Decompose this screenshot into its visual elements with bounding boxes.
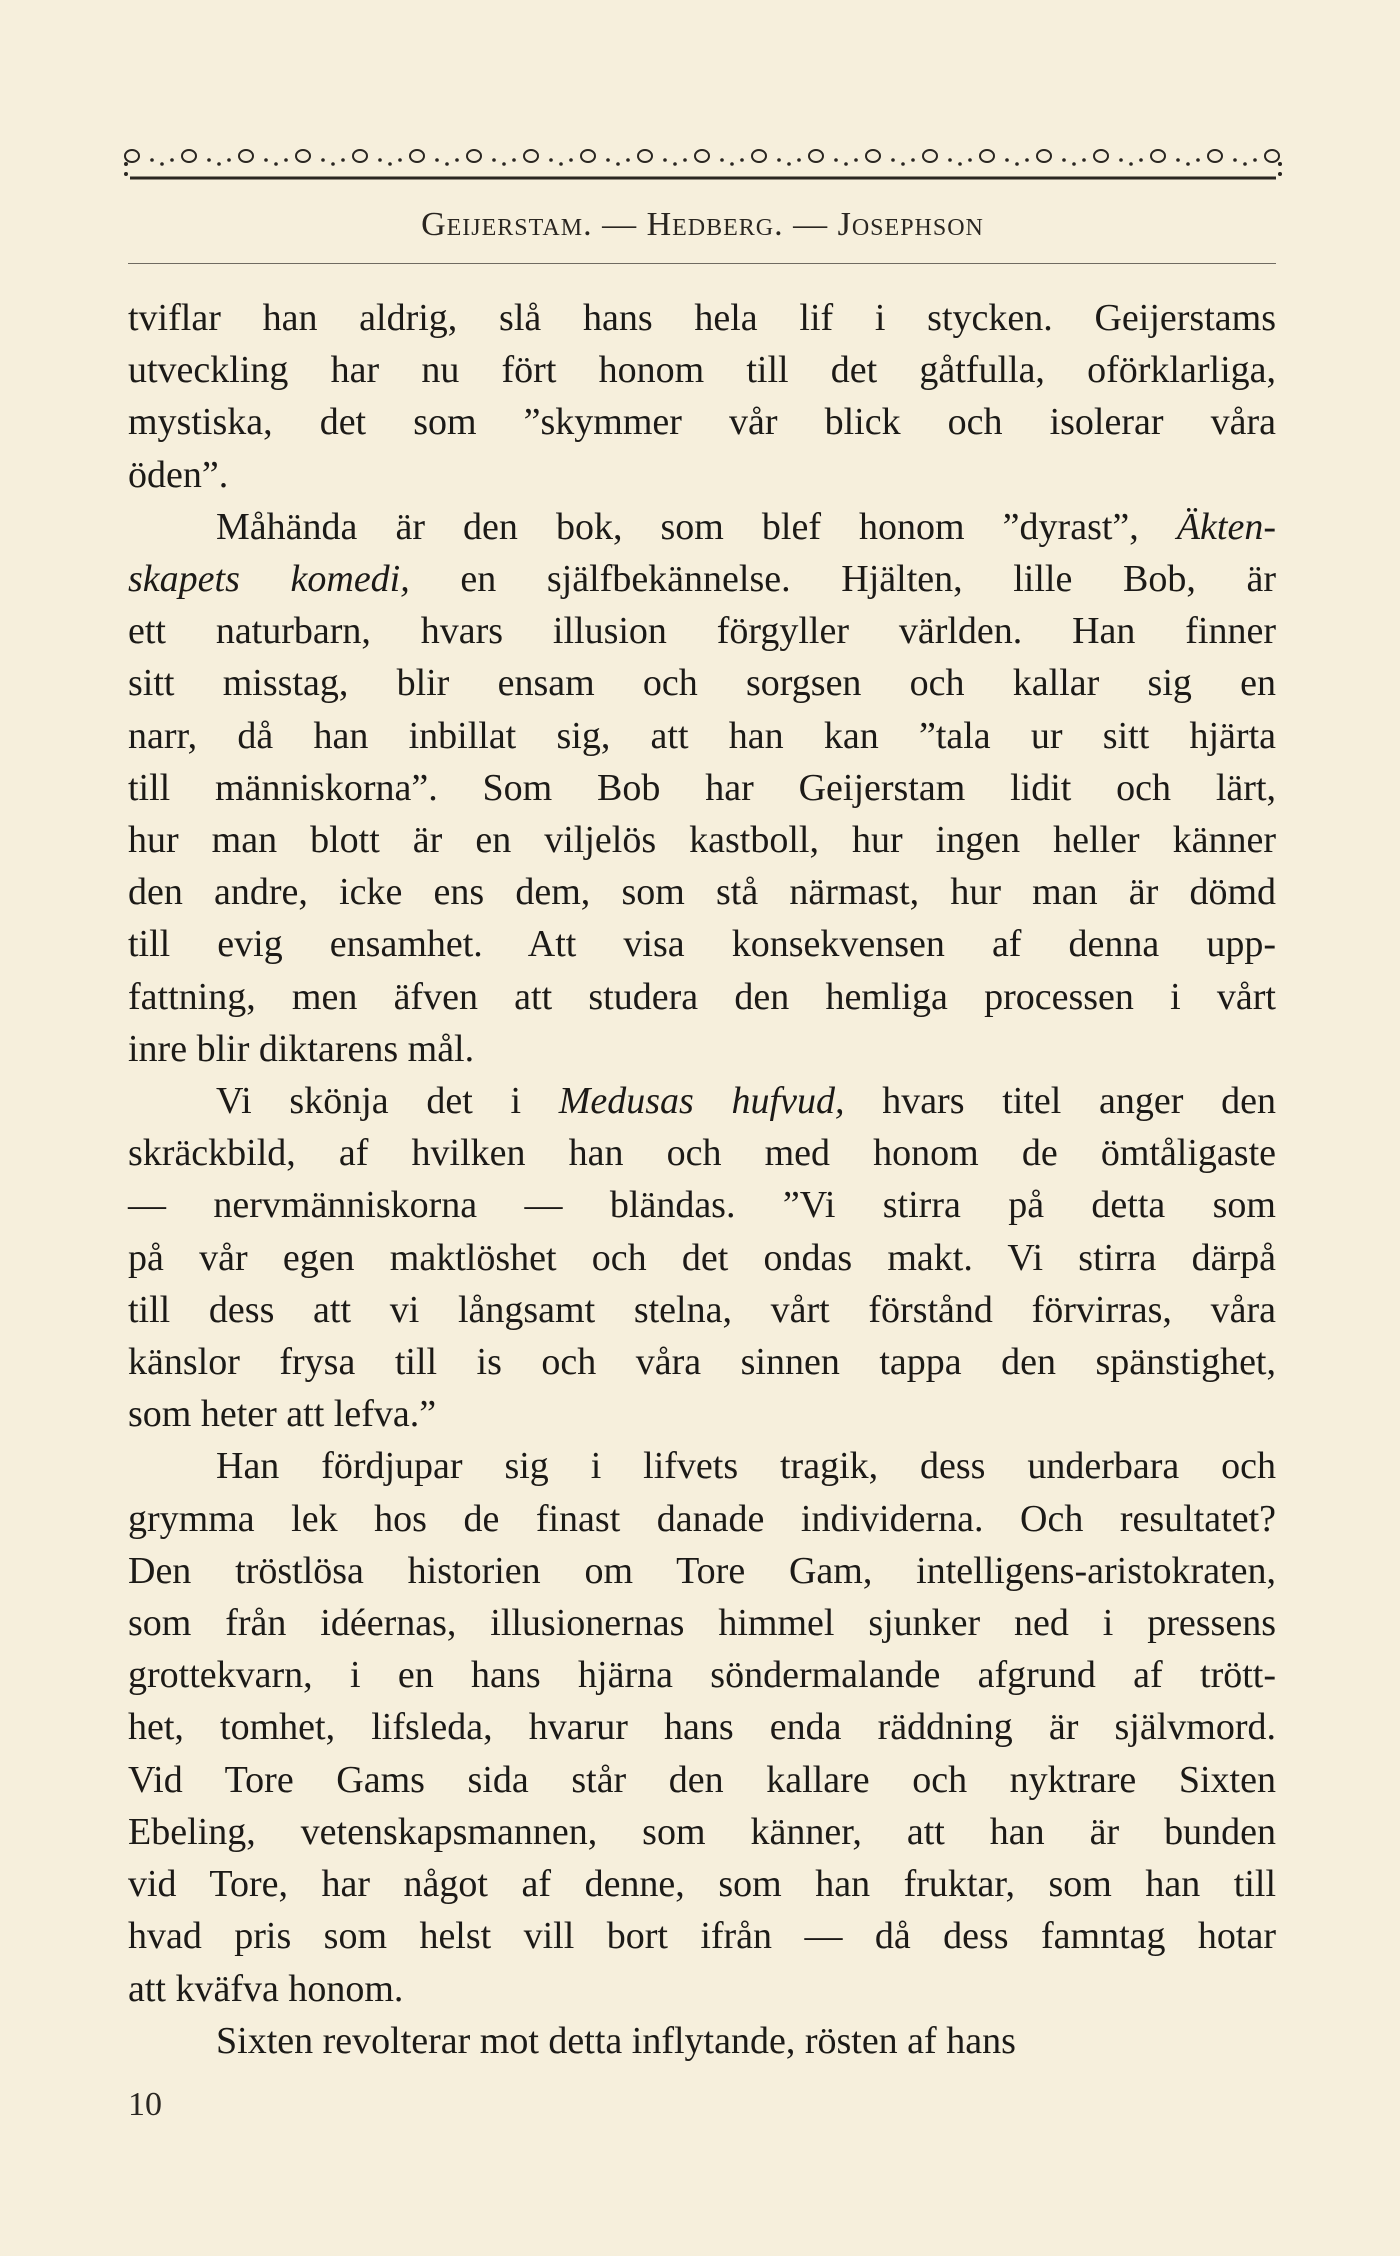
text-segment: till dess att vi långsamt stelna, vårt förstånd förvirras, våra <box>128 1288 1276 1331</box>
text-segment: öden”. <box>128 453 229 496</box>
text-line <box>128 1806 1276 1858</box>
text-segment: den andre, icke ens dem, som stå närmast, hur man är dömd <box>128 871 1276 914</box>
text-line <box>128 762 1276 814</box>
text-line <box>128 918 1276 970</box>
header-divider <box>128 263 1276 264</box>
text-segment: Ebeling, vetenskapsmannen, som känner, att han är bunden <box>128 1810 1276 1853</box>
text-line <box>128 449 1276 501</box>
text-line <box>128 1179 1276 1231</box>
text-line <box>128 1232 1276 1284</box>
text-segment: till evig ensamhet. Att visa konsekvensen af denna upp- <box>128 923 1276 966</box>
text-segment: — nervmänniskorna — bländas. ”Vi stirra på detta som <box>128 1184 1276 1227</box>
text-segment: tviflar han aldrig, slå hans hela lif i stycken. Geijerstams <box>128 297 1276 339</box>
text-line <box>128 292 1276 344</box>
text-segment: Måhända är den bok, som blef honom ”dyrast”, <box>216 505 1177 548</box>
text-segment: hvars titel anger den <box>844 1080 1276 1123</box>
italic-title: skapets komedi, <box>128 558 410 601</box>
text-segment: Den tröstlösa historien om Tore Gam, intelligens-aristokraten, <box>128 1549 1276 1592</box>
italic-title: Medusas hufvud, <box>558 1080 845 1123</box>
text-segment: inre blir diktarens mål. <box>128 1027 475 1070</box>
ornamental-border <box>122 130 1284 188</box>
text-line <box>128 1023 1276 1075</box>
text-line <box>128 1963 1276 2015</box>
text-segment: skräckbild, af hvilken han och med honom de ömtåligaste <box>128 1132 1276 1175</box>
text-segment: Han fördjupar sig i lifvets tragik, dess underbara och <box>216 1445 1276 1488</box>
text-line <box>128 1493 1276 1545</box>
text-line <box>128 396 1276 448</box>
text-line <box>128 866 1276 918</box>
text-segment: utveckling har nu fört honom till det gåtfulla, oförklarliga, <box>128 349 1276 392</box>
italic-title: Äkten- <box>1176 505 1276 548</box>
text-line <box>128 1284 1276 1336</box>
text-segment: Sixten revolterar mot detta inflytande, rösten af hans <box>216 2019 1016 2062</box>
text-line <box>128 971 1276 1023</box>
page-number: 10 <box>128 2086 162 2123</box>
text-segment: hur man blott är en viljelös kastboll, hur ingen heller känner <box>128 819 1276 862</box>
text-line <box>128 1649 1276 1701</box>
text-segment: som från idéernas, illusionernas himmel sjunker ned i pressens <box>128 1602 1276 1645</box>
text-line <box>128 1336 1276 1388</box>
text-line <box>128 1597 1276 1649</box>
text-line <box>128 344 1276 396</box>
text-line <box>128 1754 1276 1806</box>
text-segment: hvad pris som helst vill bort ifrån — då dess famntag hotar <box>128 1915 1276 1958</box>
text-line <box>128 1127 1276 1179</box>
text-segment: känslor frysa till is och våra sinnen tappa den spänstighet, <box>128 1341 1276 1384</box>
text-line <box>128 1701 1276 1753</box>
text-line <box>128 1545 1276 1597</box>
text-segment: grymma lek hos de finast danade individerna. Och resultatet? <box>128 1497 1276 1540</box>
text-line <box>128 2015 1276 2067</box>
text-line <box>128 1440 1276 1492</box>
text-segment: att kväfva honom. <box>128 1967 404 2010</box>
text-segment: narr, då han inbillat sig, att han kan ”tala ur sitt hjärta <box>128 714 1276 757</box>
body-text <box>128 292 1276 2067</box>
text-segment: Vid Tore Gams sida står den kallare och nyktrare Sixten <box>128 1758 1276 1801</box>
text-segment: som heter att lefva.” <box>128 1393 437 1436</box>
text-segment: Vi skönja det i <box>216 1080 559 1123</box>
text-segment: ett naturbarn, hvars illusion förgyller världen. Han finner <box>128 610 1276 653</box>
text-line <box>128 1858 1276 1910</box>
text-line <box>128 657 1276 709</box>
text-segment: till människorna”. Som Bob har Geijerstam lidit och lärt, <box>128 766 1276 809</box>
text-line <box>128 501 1276 553</box>
text-segment: het, tomhet, lifsleda, hvarur hans enda räddning är självmord. <box>128 1706 1276 1749</box>
text-segment: på vår egen maktlöshet och det ondas makt. Vi stirra därpå <box>128 1236 1276 1279</box>
text-line <box>128 710 1276 762</box>
text-line <box>128 1388 1276 1440</box>
text-segment: vid Tore, har något af denne, som han fruktar, som han till <box>128 1863 1276 1906</box>
text-line <box>128 1910 1276 1962</box>
text-segment: en själfbekännelse. Hjälten, lille Bob, är <box>409 558 1276 601</box>
text-segment: fattning, men äfven att studera den hemliga processen i vårt <box>128 975 1276 1018</box>
text-line <box>128 553 1276 605</box>
text-line <box>128 1075 1276 1127</box>
text-segment: mystiska, det som ”skymmer vår blick och isolerar våra <box>128 401 1276 444</box>
text-segment: grottekvarn, i en hans hjärna söndermalande afgrund af trött- <box>128 1654 1276 1697</box>
ornament-chain-icon <box>122 130 1284 188</box>
text-segment: sitt misstag, blir ensam och sorgsen och kallar sig en <box>128 662 1276 705</box>
running-head: Geijerstam. — Hedberg. — Josephson <box>421 206 984 243</box>
text-line <box>128 814 1276 866</box>
text-line <box>128 605 1276 657</box>
